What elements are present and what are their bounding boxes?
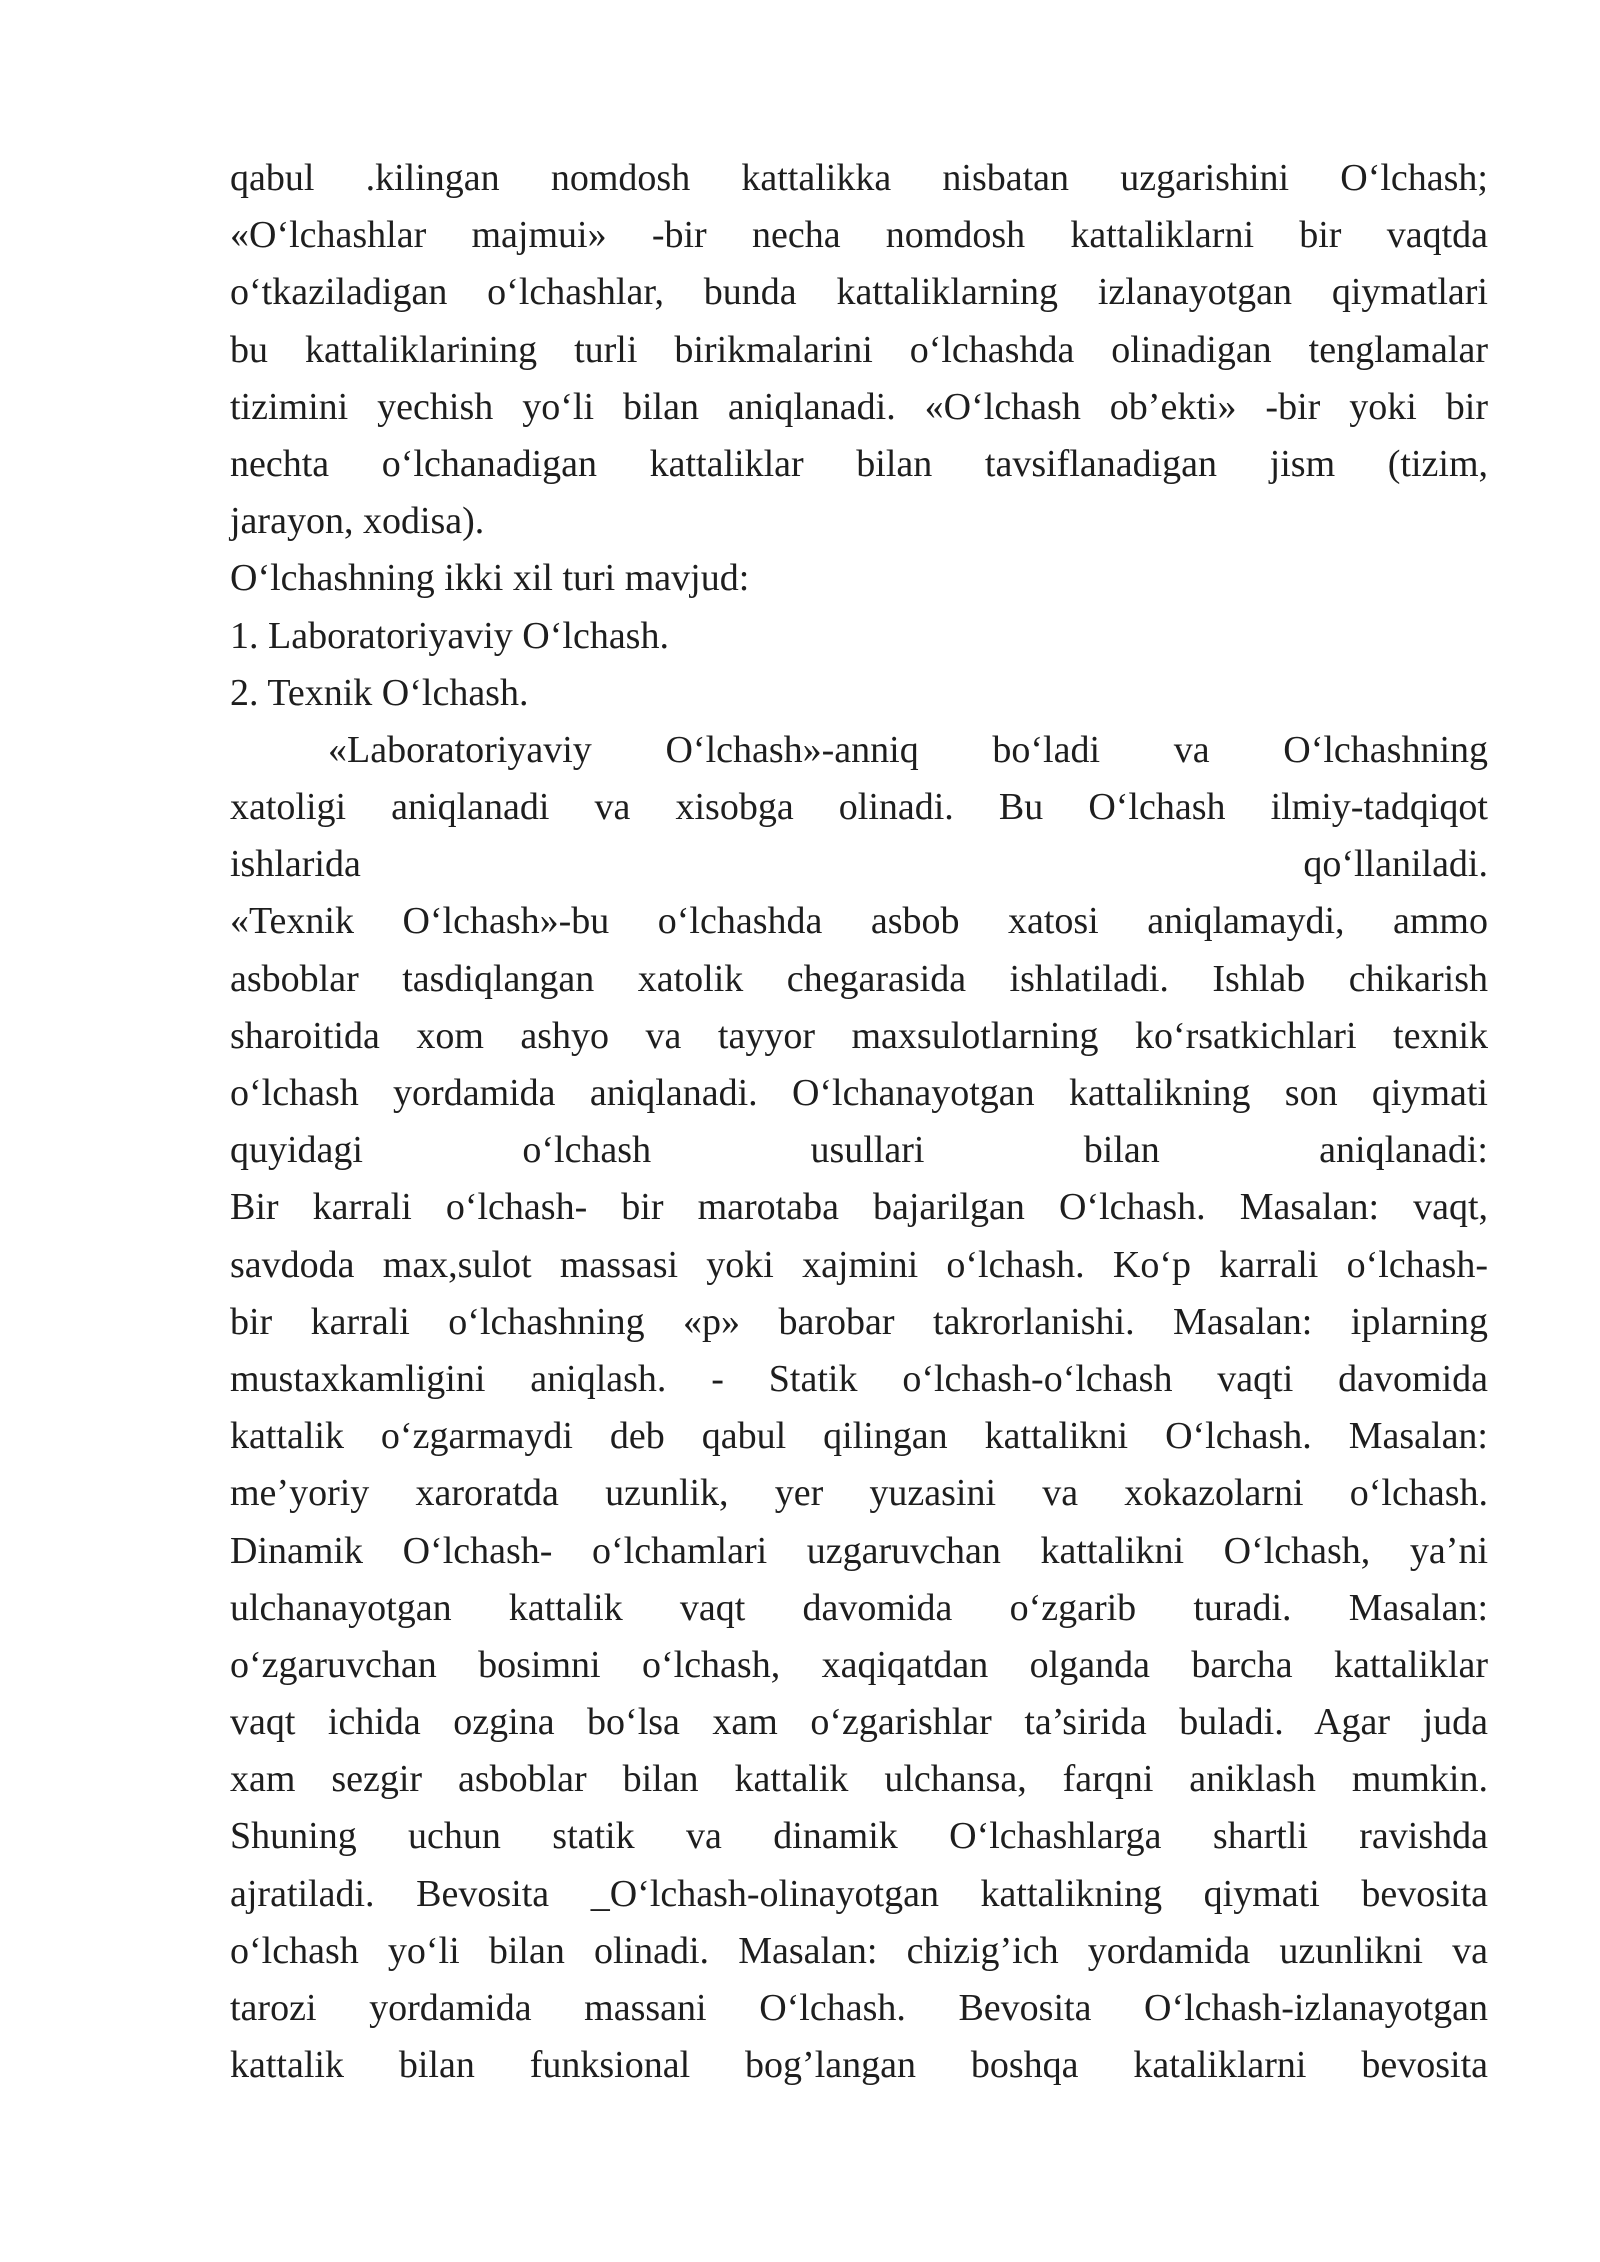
text-line: tizimini yechish yo‘li bilan aniqlanadi. «O‘lchash ob’ekti» -bir yoki bir	[230, 385, 1488, 428]
text-line: o‘tkaziladigan o‘lchashlar, bunda kattaliklarning izlanayotgan qiymatlari	[230, 271, 1488, 314]
text-line: kattalik o‘zgarmaydi deb qabul qilingan kattalikni O‘lchash. Masalan:	[230, 1415, 1488, 1458]
text-line: ajratiladi. Bevosita _O‘lchash-olinayotgan kattalikning qiymati bevosita	[230, 1872, 1488, 1915]
text-line: sharoitida xom ashyo va tayyor maxsulotlarning ko‘rsatkichlari texnik	[230, 1014, 1488, 1057]
text-line: Bir karrali o‘lchash- bir marotaba bajarilgan O‘lchash. Masalan: vaqt,	[230, 1186, 1488, 1229]
text-line: o‘lchash yordamida aniqlanadi. O‘lchanayotgan kattalikning son qiymati	[230, 1072, 1488, 1114]
text-line: bir karrali o‘lchashning «p» barobar takrorlanishi. Masalan: iplarning	[230, 1300, 1488, 1343]
text-line: mustaxkamligini aniqlash. - Statik o‘lchash-o‘lchash vaqti davomida	[230, 1357, 1488, 1400]
text-line: Shuning uchun statik va dinamik O‘lchashlarga shartli ravishda	[230, 1815, 1488, 1858]
text-line: ishlarida qo‘llaniladi.	[230, 843, 1488, 886]
document-page	[230, 150, 1488, 2094]
text-line: bu kattaliklarining turli birikmalarini o‘lchashda olinadigan tenglamalar	[230, 328, 1488, 371]
text-line: xatoligi aniqlanadi va xisobga olinadi. Bu O‘lchash ilmiy-tadqiqot	[230, 786, 1488, 829]
text-line: tarozi yordamida massani O‘lchash. Bevosita O‘lchash-izlanayotgan	[230, 1987, 1488, 2029]
text-line: quyidagi o‘lchash usullari bilan aniqlanadi:	[230, 1129, 1488, 1172]
text-line: vaqt ichida ozgina bo‘lsa xam o‘zgarishlar ta’sirida buladi. Agar juda	[230, 1701, 1488, 1744]
text-line: savdoda max,sulot massasi yoki xajmini o‘lchash. Ko‘p karrali o‘lchash-	[230, 1243, 1488, 1286]
text-line: nechta o‘lchanadigan kattaliklar bilan tavsiflanadigan jism (tizim,	[230, 442, 1488, 485]
text-line: 2. Texnik O‘lchash.	[230, 671, 529, 714]
text-line: O‘lchashning ikki xil turi mavjud:	[230, 557, 750, 600]
text-line: asboblar tasdiqlangan xatolik chegarasida ishlatiladi. Ishlab chikarish	[230, 957, 1488, 1000]
text-line: qabul .kilingan nomdosh kattalikka nisbatan uzgarishini O‘lchash;	[230, 157, 1488, 199]
text-line: Dinamik O‘lchash- o‘lchamlari uzgaruvchan kattalikni O‘lchash, ya’ni	[230, 1529, 1488, 1572]
text-line: «Laboratoriyaviy O‘lchash»-anniq bo‘ladi va O‘lchashning	[328, 728, 1488, 771]
text-line: o‘lchash yo‘li bilan olinadi. Masalan: chizig’ich yordamida uzunlikni va	[230, 1929, 1488, 1972]
text-line: me’yoriy xaroratda uzunlik, yer yuzasini va xokazolarni o‘lchash.	[230, 1472, 1488, 1515]
text-line: 1. Laboratoriyaviy O‘lchash.	[230, 614, 669, 657]
text-line: «O‘lchashlar majmui» -bir necha nomdosh kattaliklarni bir vaqtda	[230, 214, 1488, 257]
text-line: «Texnik O‘lchash»-bu o‘lchashda asbob xatosi aniqlamaydi, ammo	[230, 900, 1488, 943]
text-line: ulchanayotgan kattalik vaqt davomida o‘zgarib turadi. Masalan:	[230, 1586, 1488, 1629]
text-line: jarayon, xodisa).	[230, 500, 485, 543]
text-line: kattalik bilan funksional bog’langan boshqa kataliklarni bevosita	[230, 2044, 1488, 2087]
text-line: o‘zgaruvchan bosimni o‘lchash, xaqiqatdan olganda barcha kattaliklar	[230, 1643, 1488, 1686]
text-line: xam sezgir asboblar bilan kattalik ulchansa, farqni aniklash mumkin.	[230, 1758, 1488, 1801]
